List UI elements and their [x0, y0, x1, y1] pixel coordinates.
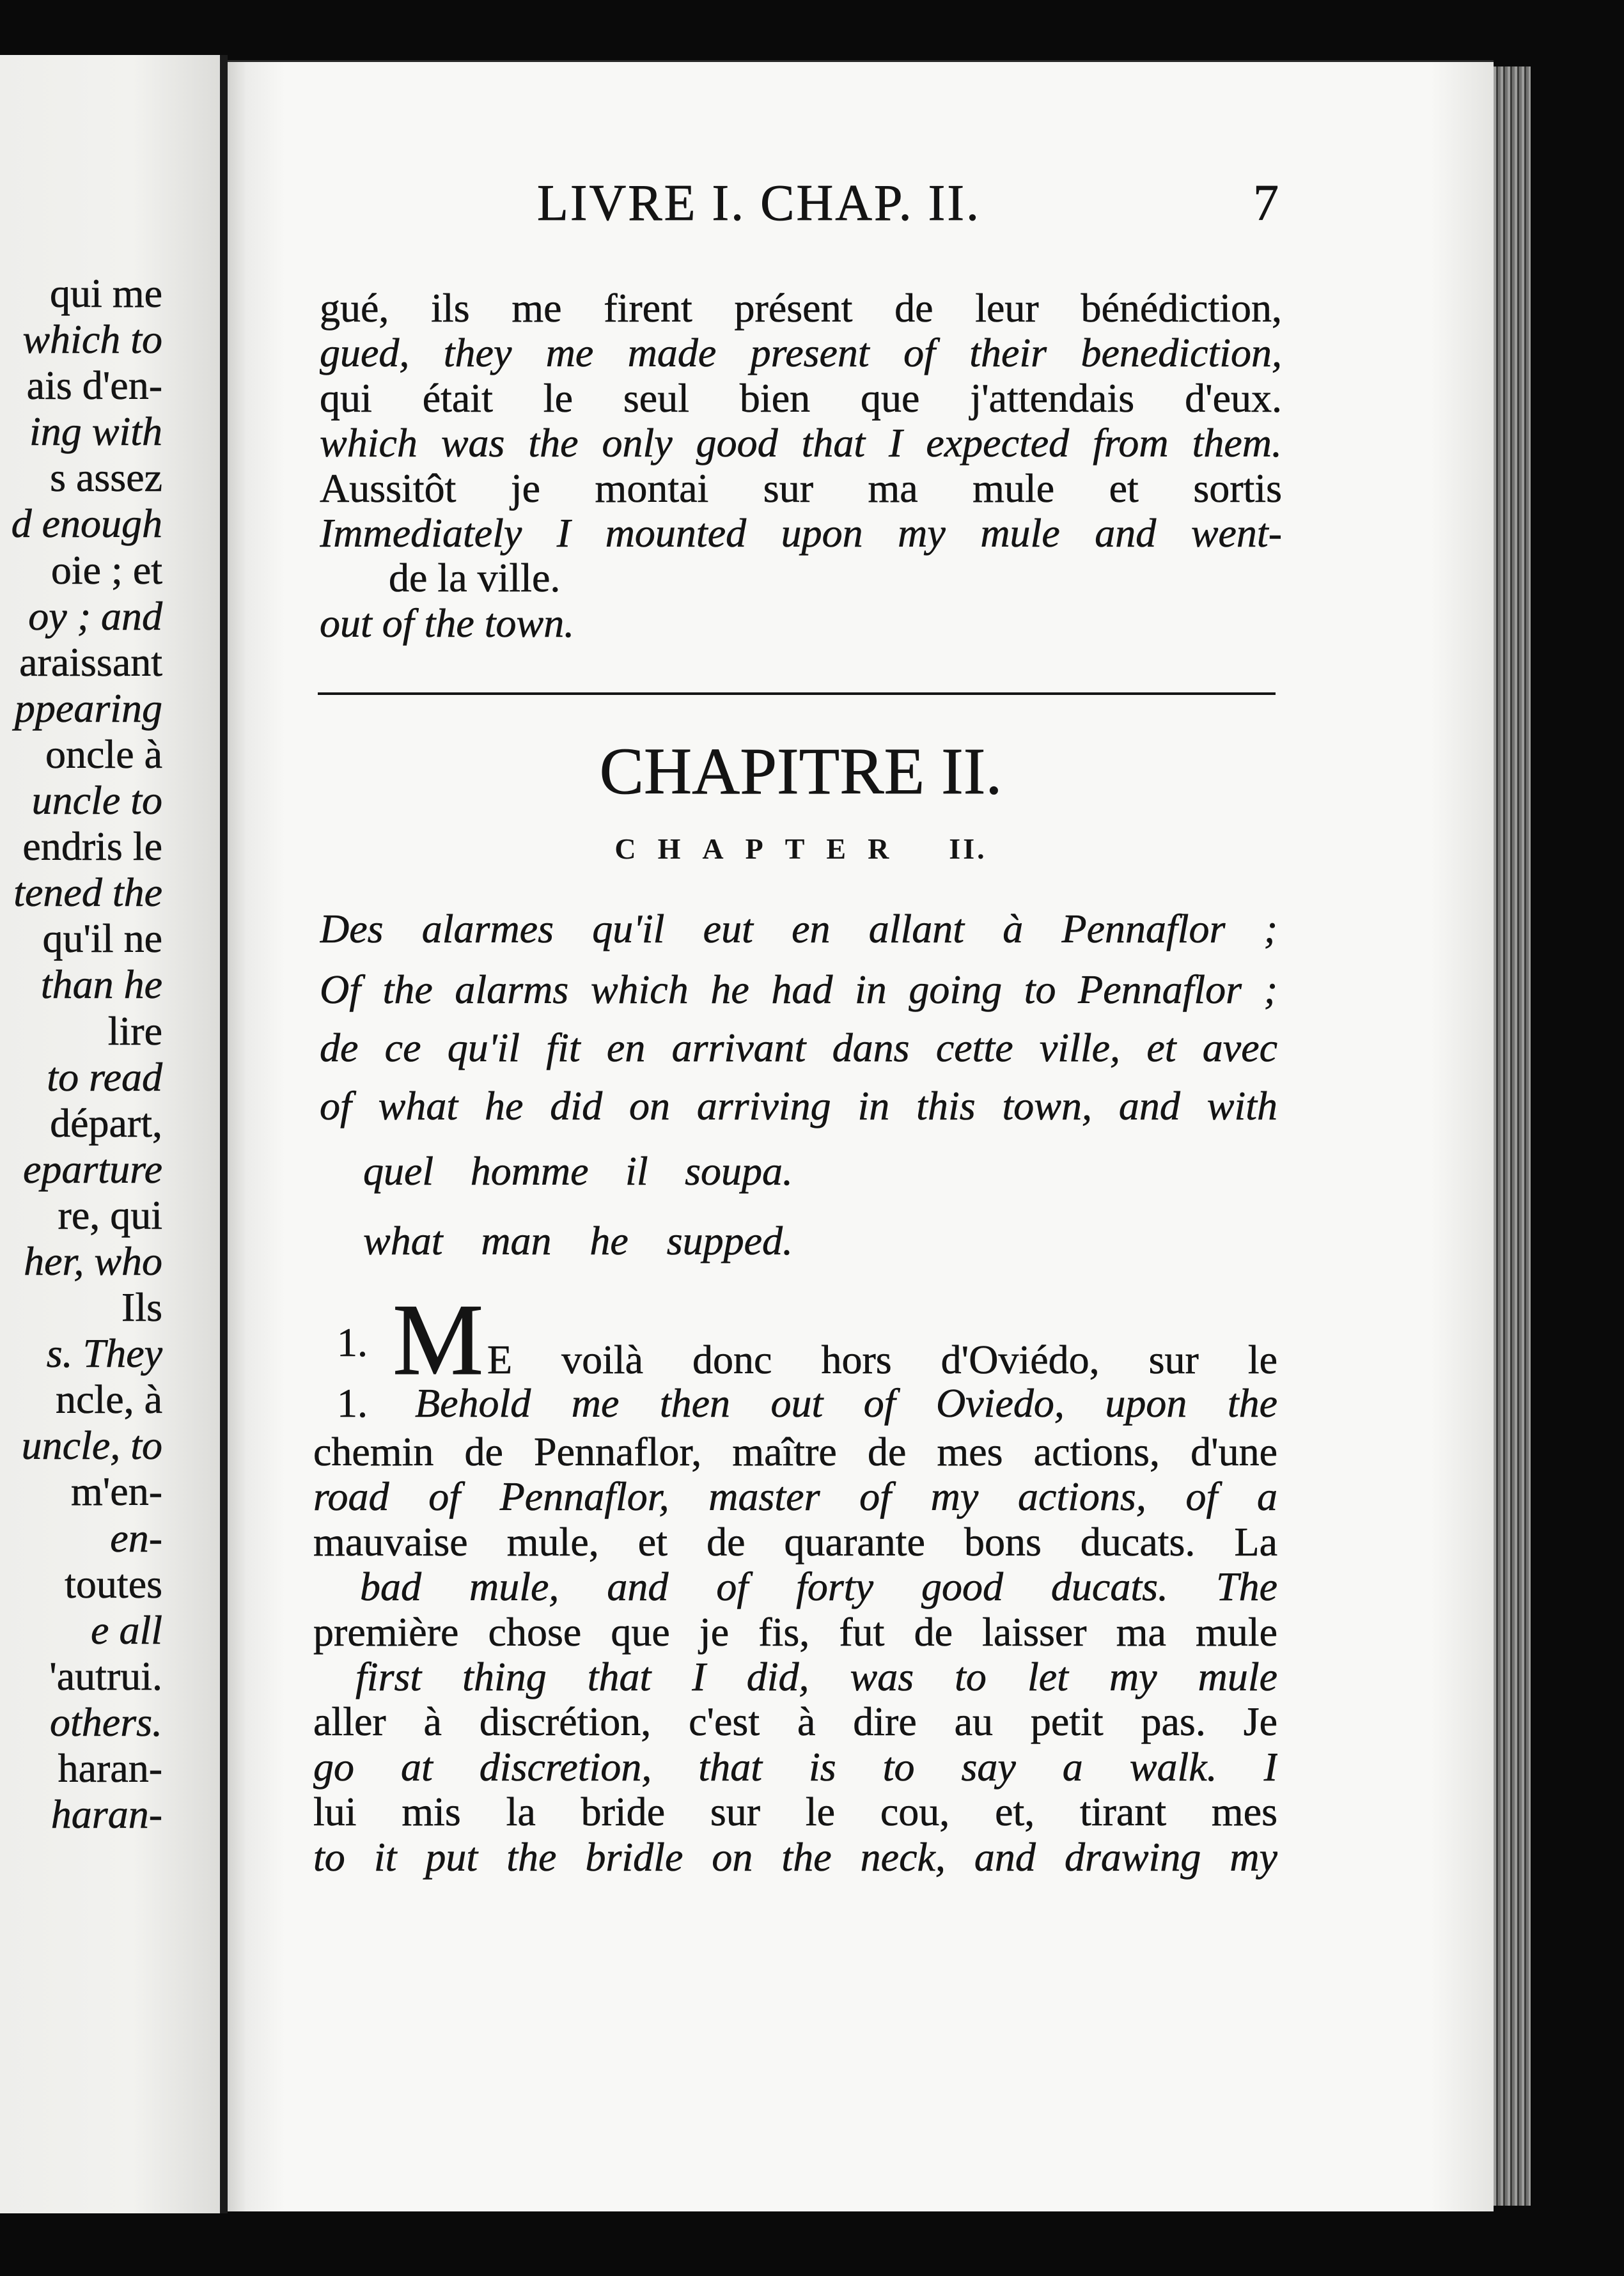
text-line-fr: lui mis la bride sur le cou, et, tirant mes [313, 1789, 1277, 1835]
left-fragment-fr: 'autrui. [49, 1653, 162, 1699]
text-line-fr: aller à discrétion, c'est à dire au petit pas. Je [313, 1699, 1277, 1745]
text-line-en: Immediately I mounted upon my mule and went- [320, 510, 1282, 556]
left-fragment-fr: haran- [58, 1745, 162, 1791]
left-fragment-fr: départ, [50, 1100, 162, 1146]
continuation-text [320, 286, 1282, 646]
summary-line-fr: Des alarmes qu'il eut en allant à Pennaflor ; [320, 907, 1277, 951]
left-fragment-fr: s assez [50, 455, 162, 501]
text-line-en: bad mule, and of forty good ducats. The [360, 1564, 1277, 1610]
page-number: 7 [1253, 175, 1281, 231]
left-page [0, 55, 221, 2213]
page-stack-edge [1494, 66, 1531, 2206]
chapter-word-en: CHAPTER [614, 832, 911, 865]
left-fragment-en: s. They [46, 1330, 162, 1376]
text-line-fr: E voilà donc hors d'Oviédo, sur le [487, 1337, 1277, 1382]
book-gutter [220, 55, 228, 2213]
running-title: LIVRE I. CHAP. II. [537, 175, 981, 231]
text-line-en: first thing that I did, was to let my mule [355, 1654, 1277, 1699]
left-fragment-en: which to [22, 316, 162, 362]
paragraph-number-fr: 1. [337, 1320, 368, 1365]
text-line-en: Behold me then out of Oviedo, upon the [415, 1381, 1277, 1426]
left-fragment-fr: lire [107, 1008, 162, 1054]
left-fragment-en: than he [40, 962, 162, 1008]
chapter-divider-rule [318, 692, 1276, 695]
paragraph-number-en: 1. [337, 1380, 368, 1426]
left-fragment-en: uncle, to [21, 1422, 162, 1469]
summary-line-fr: quel homme il soupa. [363, 1149, 793, 1194]
left-fragment-fr: ncle, à [56, 1376, 162, 1422]
left-fragment-fr: m'en- [70, 1469, 162, 1515]
text-line-fr: chemin de Pennaflor, maître de mes actions, d'une [313, 1430, 1277, 1474]
chapter-title-en [320, 830, 1282, 868]
summary-line-fr: de ce qu'il fit en arrivant dans cette ville, et avec [320, 1025, 1277, 1070]
text-line-fr: première chose que je fis, fut de laisser ma mule [313, 1609, 1277, 1655]
left-fragment-fr: araissant [19, 639, 162, 685]
left-fragment-fr: qu'il ne [42, 916, 162, 962]
left-fragment-fr: ais d'en- [26, 362, 162, 409]
chapter-number-en: II. [949, 832, 987, 865]
left-fragment-en: ppearing [14, 685, 162, 731]
left-fragment-en: uncle to [31, 777, 162, 823]
left-fragment-en: oy ; and [28, 593, 162, 639]
summary-line-en: Of the alarms which he had in going to Pennaflor ; [320, 967, 1277, 1012]
summary-line-en: of what he did on arriving in this town, and with [320, 1084, 1277, 1128]
left-fragment-en: ing with [29, 409, 162, 455]
left-fragment-en: e all [91, 1607, 162, 1653]
left-fragment-en: haran- [51, 1791, 162, 1837]
summary-line-en: what man he supped. [363, 1219, 793, 1263]
left-fragment-en: to read [47, 1054, 162, 1100]
paragraph-body [313, 1430, 1277, 1880]
left-fragment-fr: toutes [65, 1561, 162, 1607]
left-fragment-fr: Ils [121, 1284, 162, 1330]
left-fragment-en: her, who [24, 1238, 162, 1284]
text-line-fr: mauvaise mule, et de quarante bons ducats. La [313, 1519, 1277, 1564]
text-line-en: gued, they me made present of their benediction, [320, 331, 1282, 376]
text-line-en: which was the only good that I expected from them. [320, 421, 1282, 466]
left-fragment-en: others. [50, 1699, 162, 1745]
text-line-en: go at discretion, that is to say a walk. I [313, 1744, 1277, 1789]
text-line-fr: qui était le seul bien que j'attendais d'eux. [320, 375, 1282, 421]
left-page-fragments [0, 270, 162, 1837]
drop-cap: M [393, 1282, 484, 1396]
left-fragment-fr: endris le [22, 823, 162, 869]
text-line-en: out of the town. [320, 600, 575, 646]
left-fragment-en: tened the [13, 869, 162, 916]
chapter-title-fr: CHAPITRE II. [599, 735, 1003, 808]
left-fragment-en: d enough [11, 501, 162, 547]
left-fragment-fr: re, qui [58, 1192, 162, 1238]
left-fragment-en: en- [110, 1515, 162, 1561]
left-fragment-en: eparture [22, 1146, 162, 1192]
text-line-en: road of Pennaflor, master of my actions, of a [313, 1474, 1277, 1520]
text-line-fr: gué, ils me firent présent de leur bénédiction, [320, 286, 1282, 331]
left-fragment-fr: oncle à [45, 731, 162, 777]
left-fragment-fr: qui me [50, 270, 162, 316]
left-fragment-fr: oie ; et [51, 547, 162, 593]
text-line-fr: Aussitôt je montai sur ma mule et sortis [320, 465, 1282, 511]
text-line-en: to it put the bridle on the neck, and drawing my [313, 1834, 1277, 1880]
text-line-fr: de la ville. [389, 556, 561, 601]
